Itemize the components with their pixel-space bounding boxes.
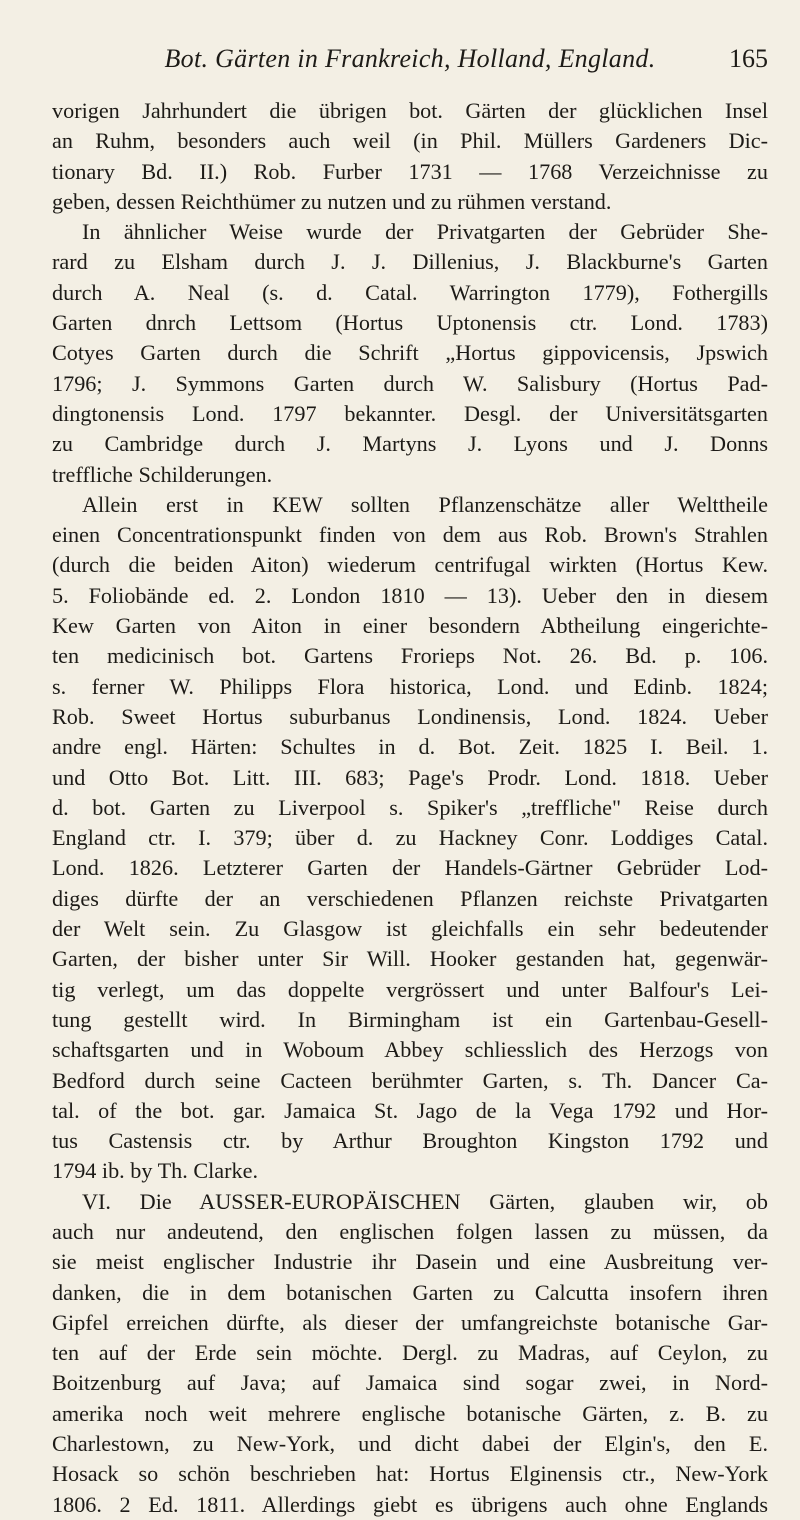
text-line: Bedford durch seine Cacteen berühmter Garten, s. Th. Dancer Ca-: [52, 1067, 768, 1093]
running-title: Bot. Gärten in Frankreich, Holland, England.: [164, 44, 656, 73]
text-line: tal. of the bot. gar. Jamaica St. Jago de la Vega 1792 und Hor-: [52, 1097, 768, 1123]
text-line: einen Concentrationspunkt finden von dem aus Rob. Brown's Strahlen: [52, 522, 768, 548]
page-number: 165: [729, 44, 768, 73]
text-line: 1806. 2 Ed. 1811. Allerdings giebt es übrigens auch ohne Englands: [52, 1491, 768, 1517]
text-line: auch nur andeutend, den englischen folgen lassen zu müssen, da: [52, 1218, 768, 1244]
text-line: danken, die in dem botanischen Garten zu Calcutta insofern ihren: [52, 1279, 768, 1305]
text-line: an Ruhm, besonders auch weil (in Phil. Müllers Gardeners Dic-: [52, 128, 768, 154]
text-line: Garten, der bisher unter Sir Will. Hooker gestanden hat, gegenwär-: [52, 946, 768, 972]
text-line: durch A. Neal (s. d. Catal. Warrington 1779), Fothergills: [52, 279, 768, 305]
text-line: Lond. 1826. Letzterer Garten der Handels-Gärtner Gebrüder Lod-: [52, 855, 768, 881]
text-line: andre engl. Härten: Schultes in d. Bot. Zeit. 1825 I. Beil. 1.: [52, 734, 768, 760]
text-line: Charlestown, zu New-York, und dicht dabei der Elgin's, den E.: [52, 1431, 768, 1457]
text-line: tung gestellt wird. In Birmingham ist ein Gartenbau-Gesell-: [52, 1006, 768, 1032]
text-line: England ctr. I. 379; über d. zu Hackney Conr. Loddiges Catal.: [52, 825, 768, 851]
text-line: tus Castensis ctr. by Arthur Broughton Kingston 1792 und: [52, 1128, 768, 1154]
text-line: schaftsgarten und in Woboum Abbey schliesslich des Herzogs von: [52, 1037, 768, 1063]
text-line: geben, dessen Reichthümer zu nutzen und zu rühmen verstand.: [52, 188, 612, 214]
text-line: tionary Bd. II.) Rob. Furber 1731 — 1768 Verzeichnisse zu: [52, 158, 768, 184]
body-text: [52, 96, 768, 1520]
text-line: diges dürfte der an verschiedenen Pflanzen reichste Privatgarten: [52, 885, 768, 911]
text-line: s. ferner W. Philipps Flora historica, Lond. und Edinb. 1824;: [52, 673, 768, 699]
text-line: sie meist englischer Industrie ihr Dasein und eine Ausbreitung ver-: [52, 1249, 768, 1275]
text-line: treffliche Schilderungen.: [52, 461, 273, 487]
text-line: Rob. Sweet Hortus suburbanus Londinensis, Lond. 1824. Ueber: [52, 703, 768, 729]
text-line: amerika noch weit mehrere englische botanische Gärten, z. B. zu: [52, 1400, 768, 1426]
text-line: In ähnlicher Weise wurde der Privatgarten der Gebrüder She-: [82, 219, 768, 245]
text-line: 5. Foliobände ed. 2. London 1810 — 13). Ueber den in diesem: [52, 582, 768, 608]
text-line: Cotyes Garten durch die Schrift „Hortus gippovicensis, Jpswich: [52, 340, 768, 366]
page-header: [52, 44, 768, 80]
text-line: Allein erst in KEW sollten Pflanzenschätze aller Welttheile: [82, 491, 768, 517]
text-line: VI. Die AUSSER-EUROPÄISCHEN Gärten, glauben wir, ob: [82, 1188, 768, 1214]
text-line: (durch die beiden Aiton) wiederum centrifugal wirkten (Hortus Kew.: [52, 552, 768, 578]
text-line: Boitzenburg auf Java; auf Jamaica sind sogar zwei, in Nord-: [52, 1370, 768, 1396]
text-line: 1794 ib. by Th. Clarke.: [52, 1158, 259, 1184]
text-line: ten medicinisch bot. Gartens Frorieps Not. 26. Bd. p. 106.: [52, 643, 768, 669]
text-line: Hosack so schön beschrieben hat: Hortus Elginensis ctr., New-York: [52, 1461, 768, 1487]
text-line: Gipfel erreichen dürfte, als dieser der umfangreichste botanische Gar-: [52, 1309, 768, 1335]
text-line: Garten dnrch Lettsom (Hortus Uptonensis ctr. Lond. 1783): [52, 310, 768, 336]
text-line: rard zu Elsham durch J. J. Dillenius, J. Blackburne's Garten: [52, 249, 768, 275]
text-line: und Otto Bot. Litt. III. 683; Page's Prodr. Lond. 1818. Ueber: [52, 764, 768, 790]
text-line: Kew Garten von Aiton in einer besondern Abtheilung eingerichte-: [52, 613, 768, 639]
text-line: 1796; J. Symmons Garten durch W. Salisbury (Hortus Pad-: [52, 370, 768, 396]
text-line: tig verlegt, um das doppelte vergrössert und unter Balfour's Lei-: [52, 976, 768, 1002]
text-line: dingtonensis Lond. 1797 bekannter. Desgl. der Universitätsgarten: [52, 400, 768, 426]
text-line: ten auf der Erde sein möchte. Dergl. zu Madras, auf Ceylon, zu: [52, 1340, 768, 1366]
text-line: vorigen Jahrhundert die übrigen bot. Gärten der glücklichen Insel: [52, 98, 768, 123]
text-line: zu Cambridge durch J. Martyns J. Lyons und J. Donns: [52, 431, 768, 457]
text-line: der Welt sein. Zu Glasgow ist gleichfalls ein sehr bedeutender: [52, 916, 768, 942]
text-line: d. bot. Garten zu Liverpool s. Spiker's „treffliche" Reise durch: [52, 794, 768, 820]
